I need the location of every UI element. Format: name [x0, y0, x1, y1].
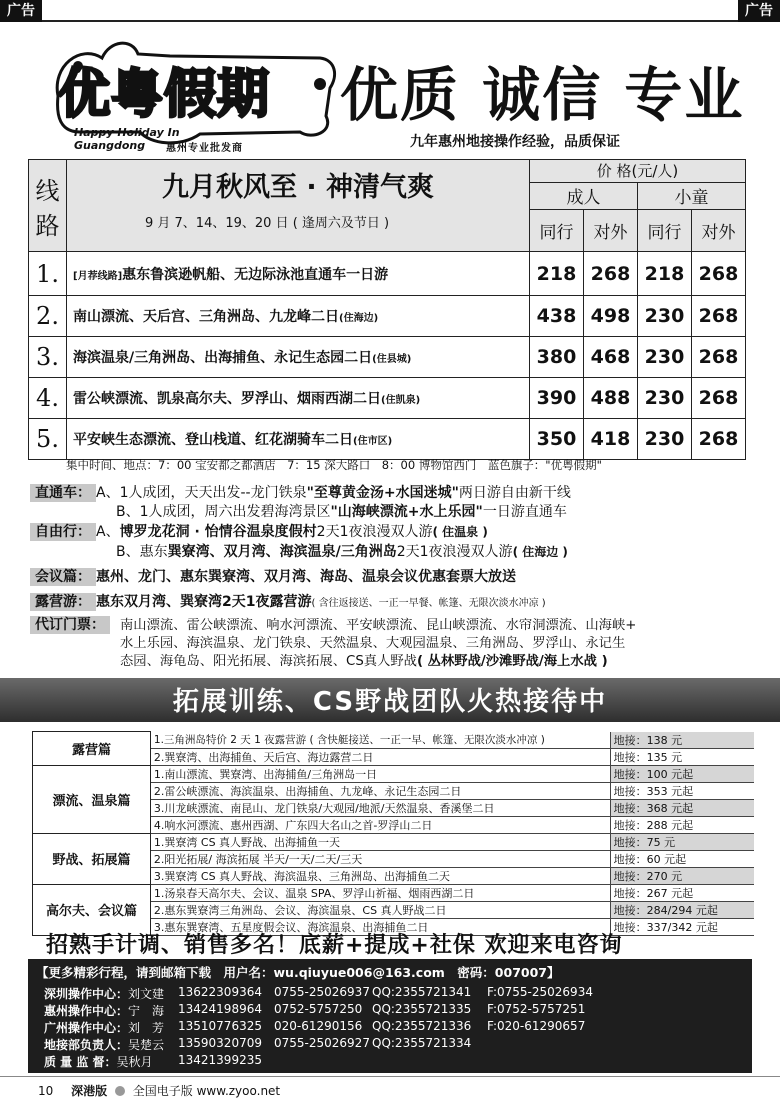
package-category: 露营篇 [33, 732, 151, 766]
price-cell: 418 [584, 419, 638, 460]
conference-label: 会议篇： [30, 568, 96, 586]
edition: 深港版 [71, 1084, 108, 1098]
route-cell: 南山漂流、天后宫、三角洲岛、九龙峰二日(住海边) [67, 296, 530, 337]
adult-trade: 同行 [530, 210, 584, 252]
contact-tel: 0755-25026937 [274, 985, 370, 999]
free-travel-label: 自由行： [30, 523, 96, 541]
adult-header: 成人 [530, 182, 638, 209]
table-row [33, 765, 755, 782]
price-cell: 230 [638, 337, 692, 378]
contact-mobile: 13590320709 [178, 1036, 262, 1050]
package-desc: 2.巽寮湾、出海捕鱼、天后宫、海边露营二日 [150, 748, 610, 765]
meeting-info: 集中时间、地点：7：00 宝安都之都酒店 7：15 深大路口 8：00 博物馆西门 蓝色旗子："优粤假期" [66, 458, 602, 472]
package-desc: 3.川龙峡漂流、南昆山、龙门铁泉/大观园/地派/天然温泉、香溪堡二日 [150, 799, 610, 816]
logo-chinese-sub: 惠州专业批发商 [166, 143, 243, 154]
package-desc: 1.三角洲岛特价 2 天 1 夜露营游 ( 含快艇接送、一正一早、帐篷、无限次淡水冲凉 ) [150, 732, 610, 749]
mail-line: 【更多精彩行程，请到邮箱下载 用户名：wu.qiuyue006@163.com 密码：007007】 [36, 965, 560, 980]
adult-retail: 对外 [584, 210, 638, 252]
section-conference: 会议篇： 惠州、龙门、惠东巽寮湾、双月湾、海岛、温泉会议优惠套票大放送 [30, 568, 516, 586]
price-cell: 390 [530, 378, 584, 419]
ad-label-right: 广告 [738, 0, 780, 22]
price-cell: 488 [584, 378, 638, 419]
table-dates: 9 月 7、14、19、20 日 ( 逢周六及节日 ) [67, 210, 530, 252]
page-footer [38, 1082, 280, 1099]
package-category: 漂流、温泉篇 [33, 765, 151, 833]
package-desc: 2.惠东巽寮湾三角洲岛、会议、海滨温泉、CS 真人野战二日 [150, 901, 610, 918]
packages-table [32, 731, 754, 936]
tickets-list: 南山漂流、雷公峡漂流、响水河漂流、平安峡漂流、昆山峡漂流、水帘洞漂流、山海峡+ 水上乐园、海滨温泉、龙门铁泉、天然温泉、大观园温泉、三角洲岛、罗浮山、永记生 态园、海龟岛、阳光拓展、海滨拓展、CS真人野战( 丛林野战/沙滩野战/海上水战 ) [120, 618, 637, 669]
child-header: 小童 [638, 182, 746, 209]
package-desc: 2.阳光拓展/ 海滨拓展 半天/一天/二天/三天 [150, 850, 610, 867]
table-row [33, 732, 755, 749]
row-number: 3. [29, 337, 67, 378]
contact-mobile: 13622309364 [178, 985, 262, 999]
price-cell: 218 [530, 252, 584, 296]
package-category: 高尔夫、会议篇 [33, 884, 151, 935]
slogan: 优质 诚信 专业 [340, 61, 745, 129]
price-cell: 468 [584, 337, 638, 378]
contact-row: 深圳操作中心：刘文建 [44, 987, 165, 1001]
contact-tel: 0755-25026927 [274, 1036, 370, 1050]
child-retail: 对外 [692, 210, 746, 252]
tickets-label: 代订门票： [30, 616, 110, 634]
package-price: 地接：138 元 [610, 732, 754, 749]
contact-mobile: 13510776325 [178, 1019, 262, 1033]
top-bar [0, 0, 780, 22]
package-category: 野战、拓展篇 [33, 833, 151, 884]
package-desc: 1.巽寮湾 CS 真人野战、出海捕鱼一天 [150, 833, 610, 850]
table-row [33, 884, 755, 901]
contact-qq: QQ:2355721335 [372, 1002, 472, 1016]
package-price: 地接：284/294 元起 [610, 901, 754, 918]
price-cell: 268 [692, 296, 746, 337]
price-cell: 268 [692, 378, 746, 419]
route-cell: 平安峡生态漂流、登山栈道、红花湖骑车二日(住市区) [67, 419, 530, 460]
section-free-travel: 自由行： A、博罗龙花洞 · 怡情谷温泉度假村2天1夜浪漫双人游( 住温泉 ) [30, 523, 488, 541]
package-desc: 4.响水河漂流、惠州西湖、广东四大名山之首-罗浮山二日 [150, 816, 610, 833]
site-logo-icon [115, 1086, 125, 1096]
page-number: 10 [38, 1084, 54, 1098]
contact-fax: F:0755-25026934 [487, 985, 593, 999]
package-desc: 3.巽寮湾 CS 真人野战、海滨温泉、三角洲岛、出海捕鱼二天 [150, 867, 610, 884]
table-row [29, 419, 746, 460]
row-number: 4. [29, 378, 67, 419]
price-cell: 350 [530, 419, 584, 460]
table-row [29, 337, 746, 378]
price-cell: 268 [692, 337, 746, 378]
contact-fax: F:0752-5757251 [487, 1002, 586, 1016]
package-price: 地接：60 元起 [610, 850, 754, 867]
contact-row: 广州操作中心：刘 芳 [44, 1021, 165, 1035]
route-cell: 雷公峡漂流、凯泉高尔夫、罗浮山、烟雨西湖二日(住凯泉) [67, 378, 530, 419]
line-header: 线 路 [29, 160, 67, 252]
row-number: 1. [29, 252, 67, 296]
site-link[interactable]: 全国电子版 www.zyoo.net [132, 1084, 281, 1098]
ad-label-left: 广告 [0, 0, 42, 22]
table-title: 九月秋风至 · 神清气爽 [67, 160, 530, 210]
price-cell: 268 [692, 419, 746, 460]
package-price: 地接：270 元 [610, 867, 754, 884]
logo-english-line2: Guangdong [74, 139, 146, 152]
package-price: 地接：100 元起 [610, 765, 754, 782]
section-express: 直通车： A、1人成团，天天出发--龙门铁泉"至尊黄金汤+水国迷城"两日游自由新干线 [30, 484, 571, 502]
recruitment-notice: 招熟手计调、销售多名！底薪+提成+社保 欢迎来电咨询 [46, 933, 623, 958]
row-number: 5. [29, 419, 67, 460]
child-trade: 同行 [638, 210, 692, 252]
section-express-b: B、1人成团，周六出发碧海湾景区"山海峡漂流+水上乐园"一日游直通车 [116, 504, 567, 520]
package-price: 地接：337/342 元起 [610, 918, 754, 935]
package-price: 地接：135 元 [610, 748, 754, 765]
price-cell: 268 [584, 252, 638, 296]
sub-slogan: 九年惠州地接操作经验，品质保证 [410, 134, 620, 150]
price-header: 价 格(元/人) [530, 160, 746, 183]
package-desc: 2.雷公峡漂流、海滨温泉、出海捕鱼、九龙峰、永记生态园二日 [150, 782, 610, 799]
route-cell: [月荐线路]惠东鲁滨逊帆船、无边际泳池直通车一日游 [67, 252, 530, 296]
price-table [28, 159, 746, 460]
express-label: 直通车： [30, 484, 96, 502]
package-price: 地接：368 元起 [610, 799, 754, 816]
contact-mobile: 13424198964 [178, 1002, 262, 1016]
contact-row: 惠州操作中心：宁 海 [44, 1004, 165, 1018]
contact-mobile: 13421399235 [178, 1053, 262, 1067]
logo-english-line1: Happy Holiday In [74, 126, 180, 139]
package-desc: 3.惠东巽寮湾、五星度假会议、海滨温泉、出海捕鱼二日 [150, 918, 610, 935]
package-price: 地接：75 元 [610, 833, 754, 850]
price-cell: 218 [638, 252, 692, 296]
contact-tel: 0752-5757250 [274, 1002, 363, 1016]
logo-wordmark: 优粤假期 [58, 65, 271, 125]
contact-row: 地接部负责人：吴楚云 [44, 1038, 165, 1052]
row-number: 2. [29, 296, 67, 337]
bottom-divider [0, 1076, 780, 1077]
price-cell: 498 [584, 296, 638, 337]
route-cell: 海滨温泉/三角洲岛、出海捕鱼、永记生态园二日(住县城) [67, 337, 530, 378]
table-row [29, 296, 746, 337]
contact-row: 质 量 监 督：吴秋月 [44, 1055, 153, 1069]
price-cell: 230 [638, 378, 692, 419]
table-row [29, 252, 746, 296]
package-price: 地接：267 元起 [610, 884, 754, 901]
contact-fax: F:020-61290657 [487, 1019, 586, 1033]
price-cell: 268 [692, 252, 746, 296]
price-cell: 230 [638, 296, 692, 337]
contact-qq: QQ:2355721341 [372, 985, 472, 999]
price-cell: 438 [530, 296, 584, 337]
contact-qq: QQ:2355721336 [372, 1019, 472, 1033]
section-tickets [30, 616, 110, 634]
section-free-travel-b: B、惠东巽寮湾、双月湾、海滨温泉/三角洲岛2天1夜浪漫双人游( 住海边 ) [116, 544, 568, 560]
price-cell: 380 [530, 337, 584, 378]
table-row [29, 378, 746, 419]
package-price: 地接：353 元起 [610, 782, 754, 799]
banner-text: 拓展训练、CS野战团队火热接待中 [172, 687, 608, 717]
package-desc: 1.南山漂流、巽寮湾、出海捕鱼/三角洲岛一日 [150, 765, 610, 782]
camping-label: 露营游： [30, 593, 96, 611]
contact-tel: 020-61290156 [274, 1019, 363, 1033]
section-camping: 露营游： 惠东双月湾、巽寮湾2天1夜露营游( 含往返接送、一正一早餐、帐篷、无限次淡水冲凉 ) [30, 593, 546, 613]
package-price: 地接：288 元起 [610, 816, 754, 833]
contact-qq: QQ:2355721334 [372, 1036, 472, 1050]
price-cell: 230 [638, 419, 692, 460]
table-row [33, 833, 755, 850]
package-desc: 1.汤泉春天高尔夫、会议、温泉 SPA、罗浮山祈福、烟雨西湖二日 [150, 884, 610, 901]
